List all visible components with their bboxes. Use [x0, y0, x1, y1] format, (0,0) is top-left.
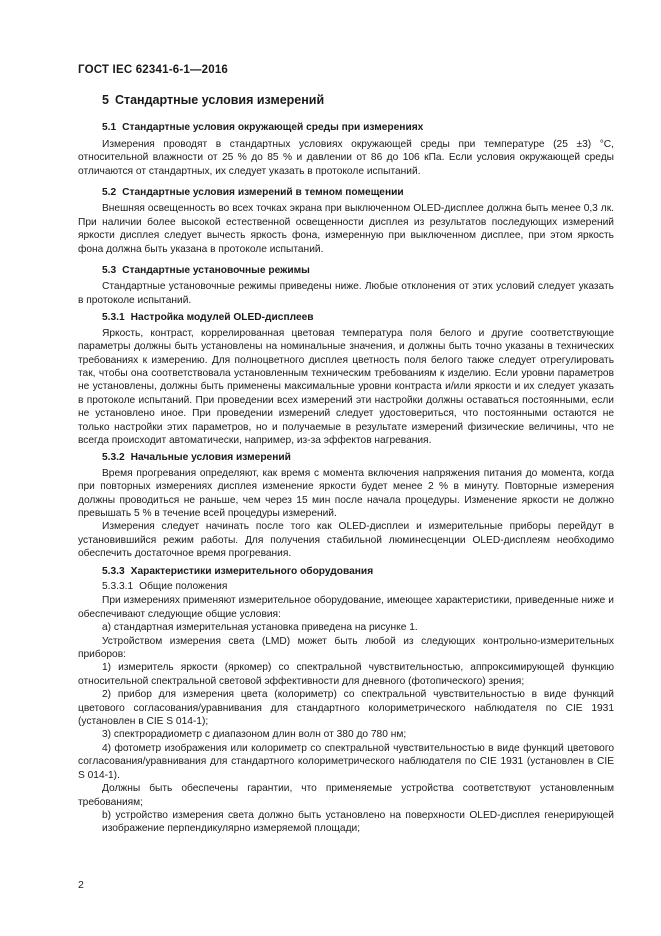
section-5-3-1-text: Яркость, контраст, коррелированная цветовая температура поля белого и другие соответствующие параметры должны быть установлены на номинальные значения, и должны быть точно указаны в технических требованиях к измерению. Для полноцветного дисплея цветность поля белого также следует отрегулировать так, чтобы она соответствовала установленным техническим требованиям к изделию. Если уровни параметров не установлены, должны быть применены максимальные уровни контраста и/или яркости и их следует указать в протоколе испытаний. При проведении всех измерений эти настройки должны оставаться постоянными, если не установлено иное. При проведении измерений следует удостовериться, что постоянными остаются не только настройки этих параметров, но и получаемые в результате измерений физические величины, что не всегда происходит автоматически, например, из-за эффектов нагревания. [78, 327, 614, 446]
list-item-a: а) стандартная измерительная установка приведена на рисунке 1. [102, 622, 418, 634]
section-5-3-3-1-heading: 5.3.3.1 Общие положения [102, 581, 228, 592]
section-5-1-heading: 5.1 Стандартные условия окружающей среды при измерениях [102, 122, 424, 134]
section-5-2-heading: 5.2 Стандартные условия измерений в темном помещении [102, 187, 404, 199]
section-5-3-2-heading: 5.3.2 Начальные условия измерений [102, 452, 291, 464]
section-5-heading [102, 94, 614, 107]
section-5-2-text: Внешняя освещенность во всех точках экрана при выключенном OLED-дисплее должна быть менее 0,3 лк. При наличии более высокой естественной освещенности дисплея из результатов последующих измерений яркости дисплея следует вычесть яркость фона, измеренную при выключенном дисплее, при этом яркость фона должна быть указана в протоколе испытаний. [78, 203, 614, 255]
guarantee-text: Должны быть обеспечены гарантии, что применяемые устройства соответствуют установленным требованиям; [78, 783, 614, 808]
section-5-3-text: Стандартные установочные режимы приведены ниже. Любые отклонения от этих условий следует указать в протоколе испытаний. [78, 281, 614, 306]
section-5-1-text: Измерения проводят в стандартных условиях окружающей среды при температуре (25 ±3) °С, относительной влажности от 25 % до 85 % и давлении от 86 до 106 кПа. Если условия окружающей среды отличаются от стандартных, их следует указать в протоколе испытаний. [78, 138, 614, 177]
list-item-3: 3) спектрорадиометр с диапазоном длин волн от 380 до 780 нм; [102, 729, 407, 741]
section-5-3-2-text-1: Время прогревания определяют, как время с момента включения напряжения питания до момента, когда при повторных измерениях дисплея изменение яркости будет менее 2 % в минуту. Повторные измерения должны проводиться не раньше, чем через 15 мин после начала процедуры. Изменение яркости не должно превышать 5 % в течение всей процедуры измерений. [78, 467, 614, 519]
lmd-intro: Устройством измерения света (LMD) может быть любой из следующих контрольно-измерительных приборов: [78, 635, 614, 661]
section-5-3-heading: 5.3 Стандартные установочные режимы [102, 265, 310, 277]
equipment-intro: При измерениях применяют измерительное оборудование, имеющее характеристики, приведенные ниже и обеспечивают следующие общие условия: [78, 595, 614, 620]
section-title: Стандартные условия измерений [114, 93, 325, 107]
section-5-3-2-text-2: Измерения следует начинать после того как OLED-дисплеи и измерительные приборы перейдут в установившийся режим работы. Для получения стабильной люминесценции OLED-дисплеям необходимо обеспечить достаточное время прогревания. [78, 521, 614, 560]
section-5-3-3-heading: 5.3.3 Характеристики измерительного оборудования [102, 565, 374, 577]
page-number: 2 [78, 879, 84, 891]
list-item-4: 4) фотометр изображения или колориметр со спектральной чувствительностью в виде функций цветового согласования/уравнивания для стандартного колориметрического наблюдателя по CIE 1931 (установлен в CIE S 014-1). [78, 742, 614, 781]
list-item-2: 2) прибор для измерения цвета (колориметр) со спектральной чувствительностью в виде функций цветового согласования/уравнивания для стандартного колориметрического наблюдателя по CIE 1931 (установлен в CIE S 014-1); [78, 689, 614, 728]
list-item-b: b) устройство измерения света должно быть установлено на поверхности OLED-дисплея генерирующей изображение перпендикулярно измеряемой площади; [102, 809, 614, 835]
standard-header: ГОСТ IEC 62341-6-1—2016 [78, 64, 229, 76]
section-number: 5 [102, 93, 109, 107]
section-5-3-1-heading: 5.3.1 Настройка модулей OLED-дисплеев [102, 312, 314, 324]
document-body [78, 94, 614, 836]
list-item-1: 1) измеритель яркости (яркомер) со спектральной чувствительностью, аппроксимирующей функцию относительной спектральной световой эффективности для дневного (фотопического) зрения; [78, 662, 614, 687]
